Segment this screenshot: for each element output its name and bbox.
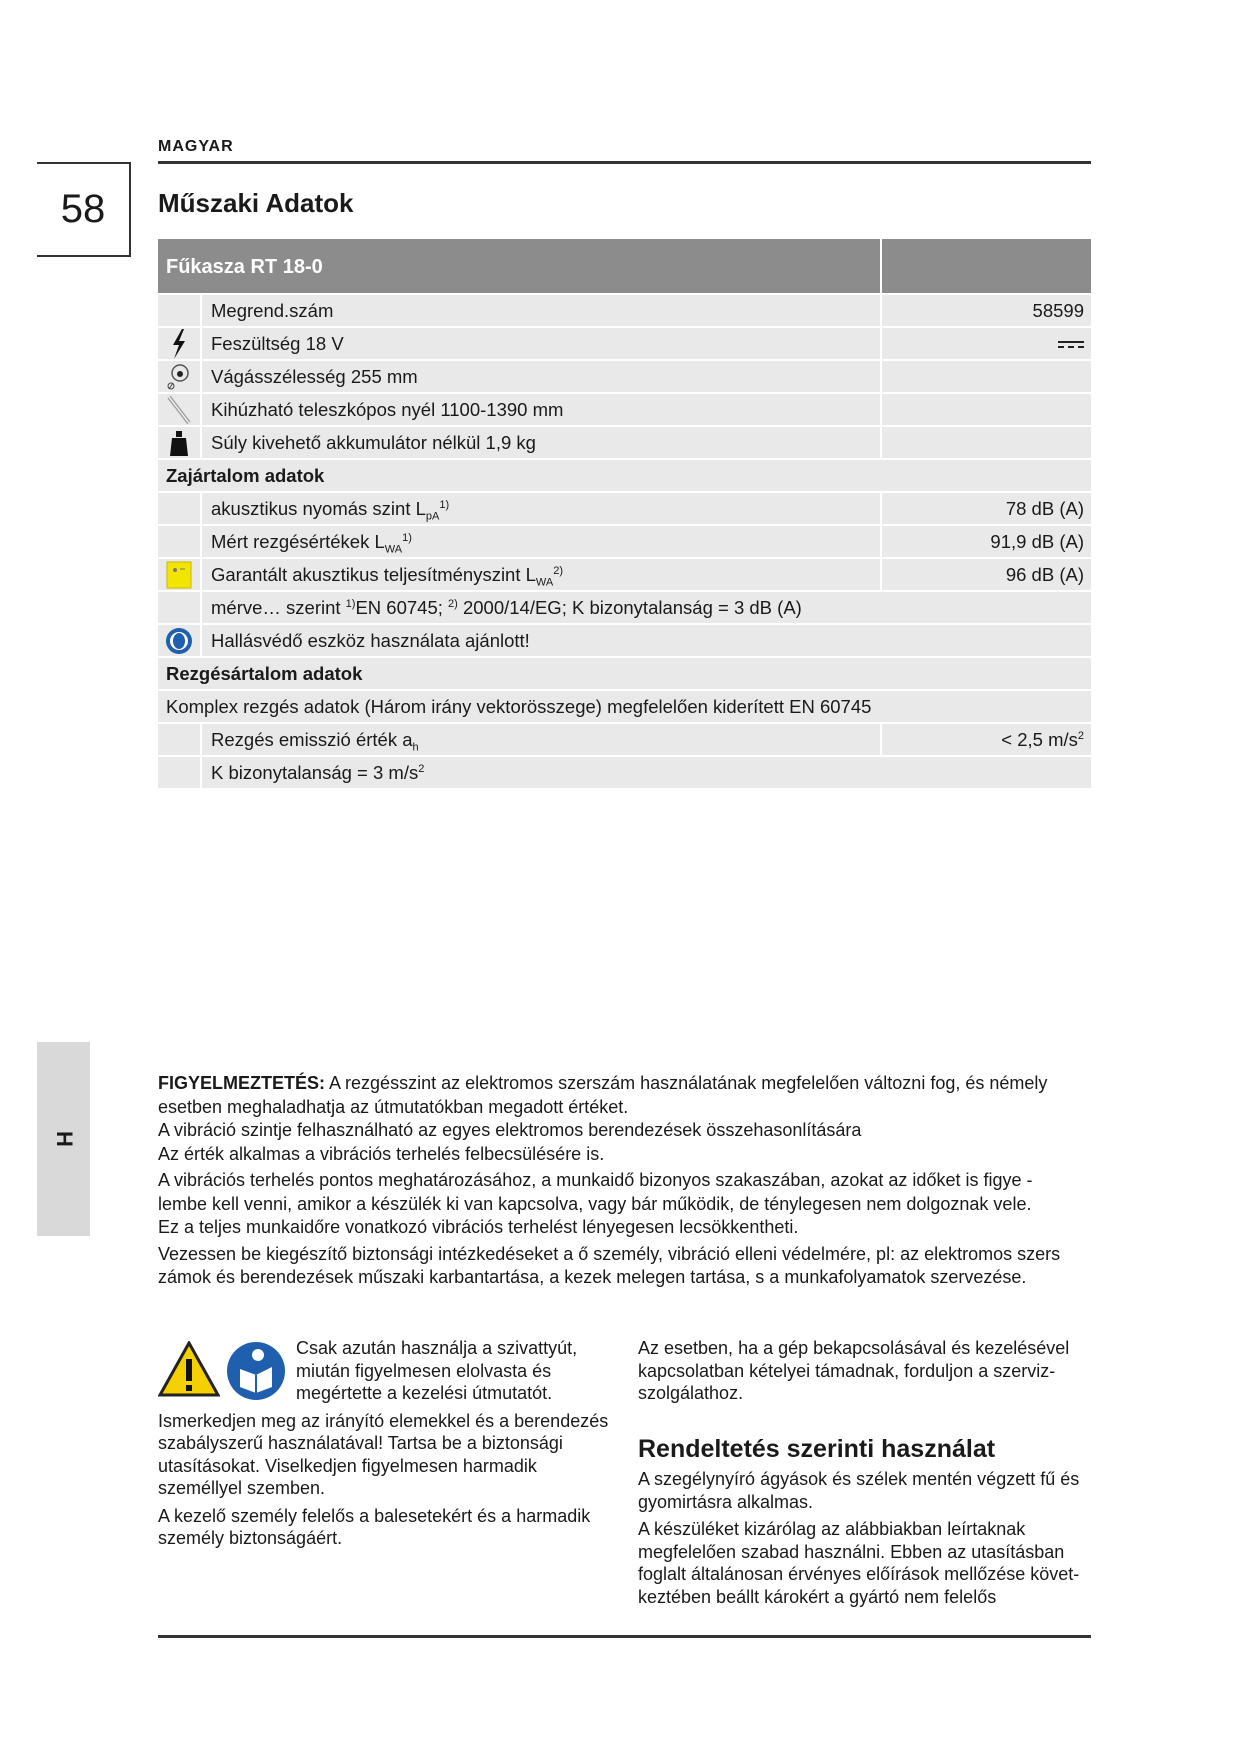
sound-power-label-icon	[158, 559, 202, 590]
dc-icon	[880, 328, 1091, 359]
warning-label: FIGYELMEZTETÉS:	[158, 1073, 326, 1093]
row-label: Vágásszélesség 255 mm	[211, 366, 418, 387]
section-row	[158, 656, 1091, 689]
ear-protection-icon	[158, 625, 202, 656]
noise-section-title: Zajártalom adatok	[166, 465, 325, 486]
row-label: akusztikus nyomás szint $L_{pA}^{1)}$	[211, 498, 450, 523]
row-label: Kihúzható teleszkópos nyél 1100-1390 mm	[211, 399, 564, 420]
safety-column	[158, 1337, 618, 1555]
table-row	[158, 590, 1091, 623]
row-label: Garantált akusztikus teljesítményszint $L_{WA}^{2)}$	[211, 564, 564, 589]
row-value: 58599	[880, 295, 1091, 326]
intended-use-column	[638, 1337, 1093, 1613]
cutting-width-icon	[158, 361, 202, 392]
language-label: MAGYAR	[158, 138, 234, 155]
header-divider	[158, 161, 1091, 164]
liability-paragraph: A készüléket kizárólag az alábbiakban leírtaknak megfelelően szabad használni. Ebben az utasításban foglalt általánosan érvényes előírások mellőzése követ-keztében beállt károkért a gyártó nem felelős	[638, 1519, 1080, 1607]
table-row	[158, 326, 1091, 359]
vibration-description: Komplex rezgés adatok (Három irány vektorösszege) megfelelően kiderített EN 60745	[166, 696, 872, 717]
table-row	[158, 359, 1091, 392]
intended-use-paragraph: A szegélynyíró ágyások és szélek mentén végzett fű és gyomirtásra alkalmas.	[638, 1469, 1080, 1512]
language-side-tab: H	[37, 1042, 90, 1236]
row-value: < 2,5 $m/s^2$	[880, 724, 1091, 755]
intended-use-heading: Rendeltetés szerinti használat	[638, 1434, 996, 1463]
row-label: Rezgés emisszió érték $a_h$	[211, 729, 419, 754]
table-row	[158, 293, 1091, 326]
page-title: Műszaki Adatok	[158, 188, 354, 218]
row-value: 78 dB (A)	[880, 493, 1091, 524]
spec-table	[158, 239, 1091, 788]
row-label: Megrend.szám	[211, 300, 334, 321]
table-row	[158, 722, 1091, 755]
page-number: 58	[37, 162, 131, 257]
table-row	[158, 425, 1091, 458]
table-row	[158, 689, 1091, 722]
product-name: Fűkasza RT 18-0	[158, 239, 882, 293]
read-manual-icon	[226, 1341, 286, 1401]
telescopic-handle-icon	[158, 394, 202, 425]
table-row	[158, 557, 1091, 590]
row-label: Feszültség 18 V	[211, 333, 344, 354]
ear-protection-note: Hallásvédő eszköz használata ajánlott!	[211, 630, 530, 651]
row-value: 91,9 dB (A)	[880, 526, 1091, 557]
vibration-section-title: Rezgésártalom adatok	[166, 663, 363, 684]
table-row	[158, 623, 1091, 656]
measurement-note: mérve… szerint $^{1)}$EN 60745; $^{2)}$ 2000/14/EG; K bizonytalanság = 3 dB (A)	[211, 597, 802, 618]
table-row	[158, 755, 1091, 788]
row-label: Mért rezgésértékek $L_{WA}^{1)}$	[211, 531, 412, 556]
table-row	[158, 392, 1091, 425]
warning-triangle-icon	[158, 1341, 220, 1397]
row-label: Súly kivehető akkumulátor nélkül 1,9 kg	[211, 432, 536, 453]
table-header	[158, 239, 1091, 293]
table-row	[158, 524, 1091, 557]
service-paragraph: Az esetben, ha a gép bekapcsolásával és kezelésével kapcsolatban kételyei támadnak, forduljon a szerviz-szolgálathoz.	[638, 1338, 1070, 1403]
section-row	[158, 458, 1091, 491]
footer-divider	[158, 1635, 1091, 1638]
responsibility-paragraph: A kezelő személy felelős a balesetekért és a harmadik személy biztonságáért.	[158, 1505, 591, 1548]
row-label: K bizonytalanság = 3 $m/s^2$	[211, 762, 425, 783]
safety-paragraph: Ismerkedjen meg az irányító elemekkel és a berendezés szabályszerű használatával! Tartsa be a biztonsági utasításokat. Viselkedjen figyelmesen harmadik személlyel szemben.	[158, 1410, 609, 1498]
table-row	[158, 491, 1091, 524]
manual-note: Csak azután használja a szivattyút, miután figyelmesen elolvasta és megértette a kezelési útmutatót.	[296, 1338, 578, 1403]
lightning-icon	[158, 328, 202, 359]
row-value: 96 dB (A)	[880, 559, 1091, 590]
weight-icon	[158, 427, 202, 458]
vibration-warning: FIGYELMEZTETÉS: A rezgésszint az elektromos szerszám használatának megfelelően változni fog, és némely esetben meghaladhatja az útmutatókban megadott értéket. A vibráció szintje felhasználható az egyes elektromos berendezések összehasonlítására Az érték alkalmas a vibrációs terhelés felbecsülésére is. A vibrációs terhelés pontos meghatározásához, a munkaidő bizonyos szakaszában, azokat az időket is figye - lembe kell venni, amikor a készülék ki van kapcsolva, vagy bár működik, de ténylegesen nem dolgoznak vele. Ez a teljes munkaidőre vonatkozó vibrációs terhelést lényegesen lecsökkentheti. Vezessen be kiegészítő biztonsági intézkedéseket a ő személy, vibráció elleni védelmére, pl: az elektromos szers zámok és berendezések műszaki karbantartása, a kezek melegen tartása, s a munkafolyamatok szervezése.	[158, 1073, 1061, 1287]
